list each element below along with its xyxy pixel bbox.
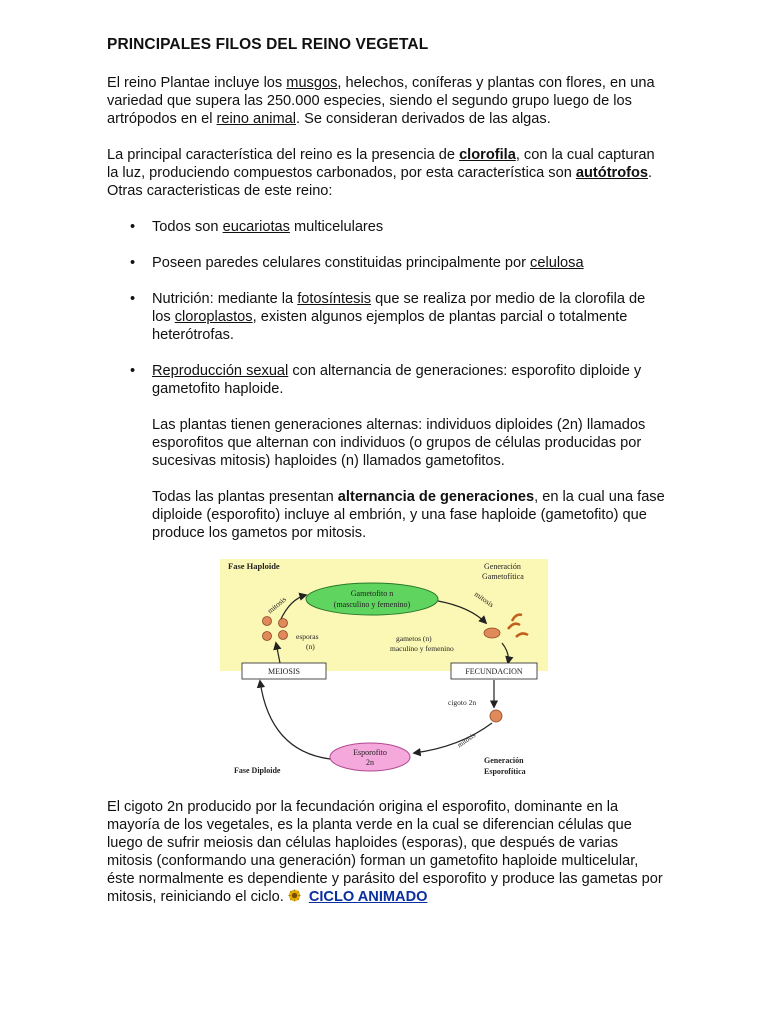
text: , existen algunos ejemplos de plantas parcial o totalmente heterótrofas.	[152, 309, 628, 343]
spore	[263, 617, 272, 626]
sporophytic-gen-label: Generación	[484, 756, 524, 765]
text: , helechos, coníferas y plantas con flores, en una variedad que supera las 250.000 especies, siendo el segundo grupo luego de los artrópodos en el	[107, 75, 655, 127]
gametes-label: gametos (n)	[396, 634, 432, 643]
characteristics-list	[107, 218, 667, 542]
gametophyte-ellipse	[306, 583, 438, 615]
text: Todas las plantas presentan	[152, 489, 338, 505]
mitosis-label: mitosis	[455, 731, 478, 750]
link-celulosa[interactable]: celulosa	[530, 255, 584, 271]
generations-paragraph: Las plantas tienen generaciones alternas: individuos diploides (2n) llamados esporofitos que alternan con individuos (o grupos de células producidas por sucesivas mitosis) haploides (n) llamados gametofitos.	[152, 417, 646, 469]
text: que se realiza por medio de la clorofila de los	[152, 291, 646, 325]
text: con alternancia de generaciones: esporofito diploide y gametofito haploide.	[152, 363, 642, 397]
characteristics-paragraph	[107, 146, 667, 200]
link-eucariotas[interactable]: eucariotas	[222, 219, 290, 235]
gametophyte-label: Gametofito n	[350, 589, 394, 598]
closing-section	[107, 798, 667, 924]
sporophyte-label: Esporofito	[353, 748, 387, 757]
link-musgos[interactable]: musgos	[286, 75, 338, 91]
zygote	[490, 710, 502, 722]
text: Todos son	[152, 219, 223, 235]
egg-cell	[484, 628, 500, 638]
gametophytic-gen-label: Gametofítica	[482, 572, 524, 581]
diploid-phase-label: Fase Diploide	[234, 766, 281, 775]
text: . Otras caracteristicas de este reino:	[107, 165, 653, 199]
text: , en la cual una fase diploide (esporofito) incluye al embrión, y una fase haploide (gametofito) que produce los gametos por mitosis.	[152, 489, 665, 541]
link-reino-animal[interactable]: reino animal	[216, 111, 297, 127]
gametophyte-label: (masculino y femenino)	[333, 600, 411, 609]
arrow-sporophyte-to-meiosis	[260, 681, 330, 759]
spores-label: esporas	[296, 632, 319, 641]
list-item	[152, 254, 667, 272]
life-cycle-diagram	[220, 559, 548, 779]
bold-term: alternancia de generaciones	[337, 489, 535, 505]
mitosis-label: mitosis	[472, 589, 496, 610]
list-item	[152, 290, 667, 344]
list-item	[152, 218, 667, 236]
spore	[279, 631, 288, 640]
link-autotrofos[interactable]: autótrofos	[575, 165, 649, 181]
sporophytic-gen-label: Esporofítica	[484, 767, 526, 776]
text: Nutrición: mediante la	[152, 291, 298, 307]
text: La principal característica del reino es la presencia de	[107, 147, 460, 163]
text: El cigoto 2n producido por la fecundación origina el esporofito, dominante en la mayoría de los vegetales, es la planta verde en la cual se diferencian células que luego de sufrir meiosis dan células haploides (esporas), que después de varias mitosis (conformando una generación) forman un gametofito haploide multicelular, éste normalmente es dependiente y parásito del esporofito y produce las gametas por mitosis, reiniciando el ciclo.	[107, 799, 663, 905]
sporophyte-label: 2n	[366, 758, 374, 767]
spore	[263, 632, 272, 641]
text: Poseen paredes celulares constituidas principalmente por	[152, 255, 531, 271]
text: multicelulares	[289, 219, 384, 235]
zygote-label: cigoto 2n	[448, 698, 477, 707]
document-page	[107, 36, 667, 560]
mitosis-label: mitosis	[265, 594, 288, 616]
link-clorofila[interactable]: clorofila	[459, 147, 516, 163]
meiosis-label: MEIOSIS	[267, 667, 301, 676]
animated-cycle-link[interactable]: CICLO ANIMADO	[308, 889, 428, 905]
list-item	[152, 362, 667, 542]
intro-paragraph	[107, 74, 667, 128]
link-fotosintesis[interactable]: fotosíntesis	[297, 291, 372, 307]
text: El reino Plantae incluye los	[107, 75, 287, 91]
link-cloroplastos[interactable]: cloroplastos	[174, 309, 253, 325]
page-title: PRINCIPALES FILOS DEL REINO VEGETAL	[107, 36, 429, 53]
closing-paragraph	[107, 798, 667, 906]
text: , con la cual capturan la luz, produciendo compuestos carbonados, por esta característica son	[107, 147, 655, 181]
arrow-zygote-to-sporophyte	[414, 723, 492, 753]
gametophytic-gen-label: Generación	[484, 562, 521, 571]
spores-label: (n)	[306, 642, 315, 651]
link-reproduccion-sexual[interactable]: Reproducción sexual	[152, 363, 289, 379]
fertilization-label: FECUNDACION	[465, 667, 523, 676]
text: . Se consideran derivados de las algas.	[296, 111, 551, 127]
spore	[279, 619, 288, 628]
gametes-label: maculino y femenino	[390, 644, 454, 653]
sun-flower-icon	[288, 889, 301, 902]
alternation-paragraph	[152, 488, 667, 542]
haploid-phase-label: Fase Haploide	[228, 561, 280, 571]
